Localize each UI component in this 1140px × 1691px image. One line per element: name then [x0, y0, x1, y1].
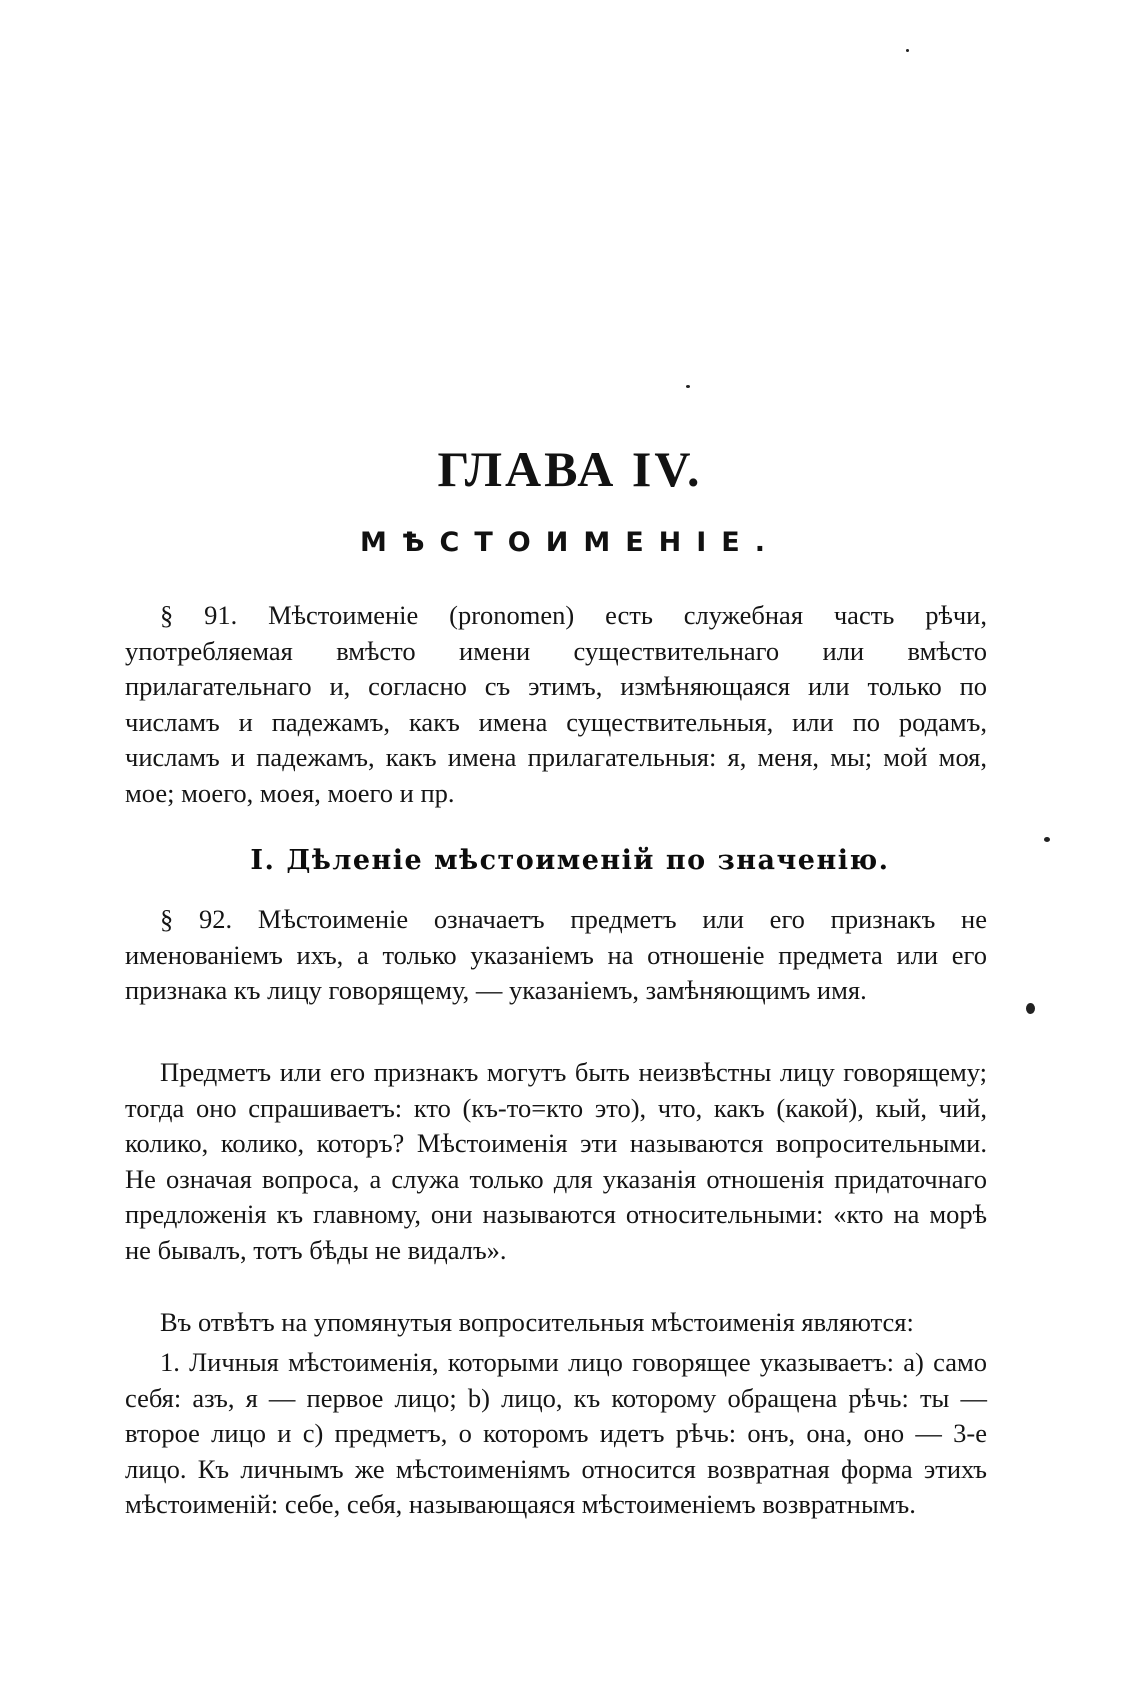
- list-item-personal-pronouns: 1. Личныя мѣстоименія, которыми лицо говорящее указываетъ: a) само себя: азъ, я — первое лицо; b) лицо, къ которому обращена рѣчь: ты — второе лицо и c) предметъ, о которомъ идетъ рѣчь: онъ, она, оно — 3-е лицо. Къ личнымъ же мѣстоименіямъ относится возвратная форма этихъ мѣстоименій: себе, себя, называющаяся мѣстоименіемъ возвратнымъ.: [125, 1347, 987, 1519]
- paragraph-answer: Въ отвѣтъ на упомянутыя вопросительныя мѣстоименія являются:: [160, 1307, 914, 1337]
- scan-speck: [686, 385, 690, 388]
- scan-speck: [1044, 837, 1050, 842]
- scan-speck: [906, 49, 909, 52]
- paragraph-interrogative: Предметъ или его признакъ могутъ быть неизвѣстны лицу говорящему; тогда оно спрашиваетъ: кто (къ-то=кто это), что, какъ (какой), кый, чий, колико, колико, которъ? Мѣстоименія эти называются вопросительными. Не означая вопроса, а служа только для указанія отношенія придаточнаго предложенія къ главному, они называются относительными: «кто на морѣ не бывалъ, тотъ бѣды не видалъ».: [125, 1057, 987, 1265]
- paragraph-92: § 92. Мѣстоименіе означаетъ предметъ или его признакъ не именованіемъ ихъ, а только указаніемъ на отношеніе предмета или его признака къ лицу говорящему, — указаніемъ, замѣняющимъ имя.: [125, 904, 987, 1005]
- scan-speck: [1026, 1003, 1035, 1014]
- section-heading: I. Дѣленіе мѣстоименій по значенію.: [250, 845, 890, 876]
- paragraph-91: § 91. Мѣстоименіе (pronomen) есть служебная часть рѣчи, употребляемая вмѣсто имени существительнаго или вмѣсто прилагательнаго и, согласно съ этимъ, измѣняющаяся или только по числамъ и падежамъ, какъ имена существительныя, или по родамъ, числамъ и падежамъ, какъ имена прилагательныя: я, меня, мы; мой моя, мое; моего, моея, моего и пр.: [125, 600, 987, 808]
- chapter-subtitle: МѢСТОИМЕНІЕ.: [360, 527, 780, 558]
- chapter-title: ГЛАВА IV.: [437, 441, 703, 497]
